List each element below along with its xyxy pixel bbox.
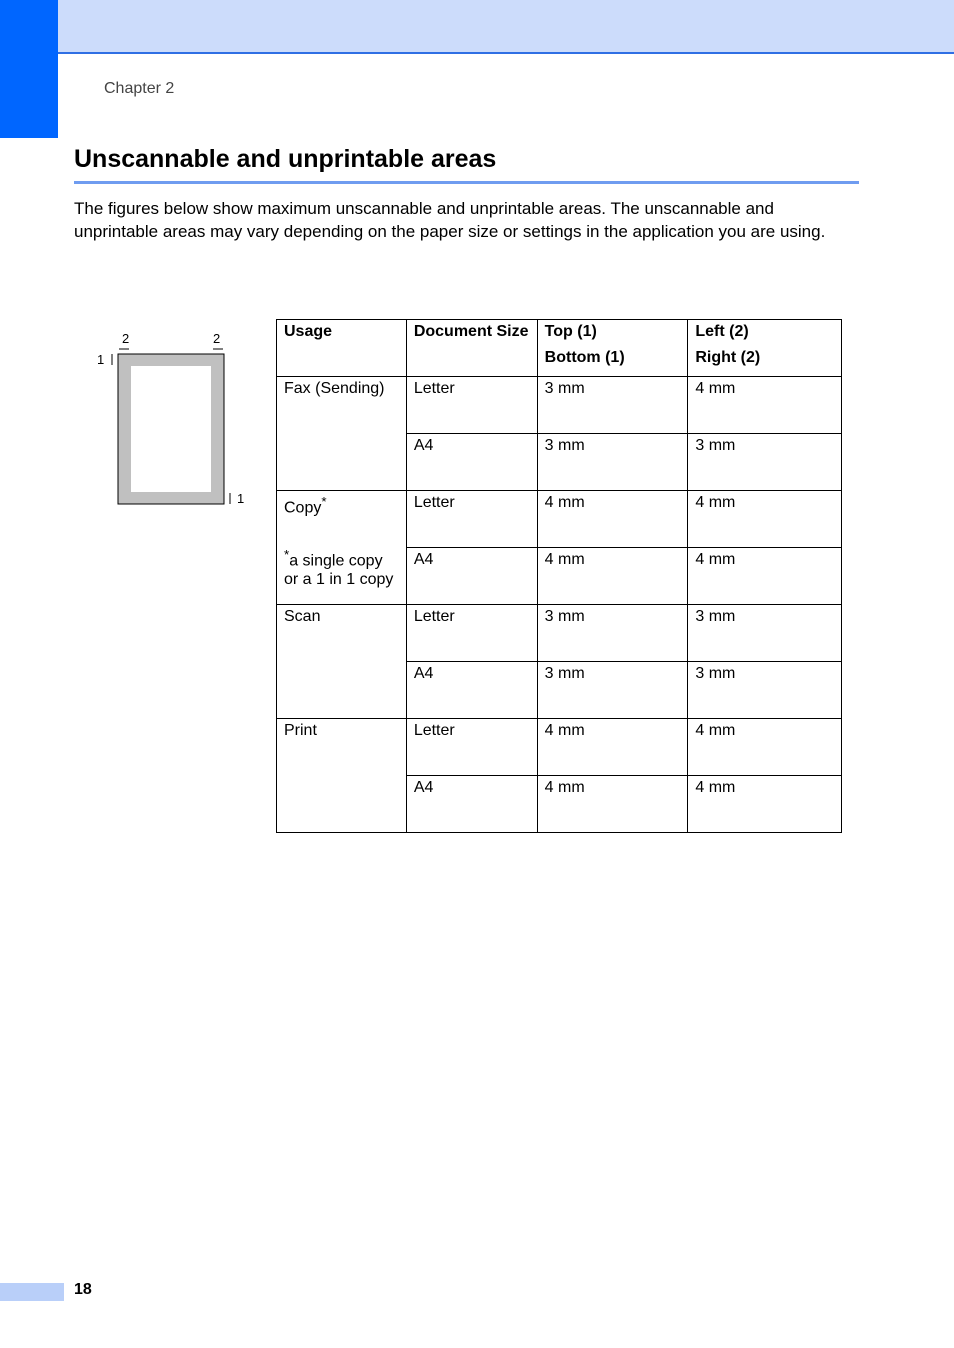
- left-cell: 4 mm: [688, 719, 842, 776]
- top-cell: 4 mm: [537, 719, 688, 776]
- intro-paragraph: The figures below show maximum unscannable and unprintable areas. The unscannable and unprintable areas may vary depending on the paper size or settings in the application you are using.: [74, 199, 826, 241]
- usage-cell: Print: [277, 719, 407, 833]
- top-cell: 3 mm: [537, 377, 688, 434]
- top-cell: 3 mm: [537, 605, 688, 662]
- left-cell: 4 mm: [688, 776, 842, 833]
- left-cell: 3 mm: [688, 605, 842, 662]
- printable-area: [131, 366, 211, 492]
- usage-cell: Fax (Sending): [277, 377, 407, 491]
- note-text: a single copy or a 1 in 1 copy: [284, 552, 394, 588]
- usage-note: [284, 547, 399, 588]
- table-row: [277, 491, 842, 548]
- left-cell: 3 mm: [688, 662, 842, 719]
- left-cell: 4 mm: [688, 548, 842, 605]
- size-cell: Letter: [406, 605, 537, 662]
- header-band: [0, 0, 954, 54]
- footnote-mark: *: [321, 494, 327, 509]
- label-bottom-right: 1: [237, 491, 245, 506]
- size-cell: Letter: [406, 377, 537, 434]
- note-mark: *: [284, 547, 290, 563]
- top-cell: 4 mm: [537, 491, 688, 548]
- size-cell: Letter: [406, 719, 537, 776]
- header-left: Left (2): [695, 323, 749, 340]
- top-cell: 4 mm: [537, 548, 688, 605]
- usage-cell: Scan: [277, 605, 407, 719]
- header-bottom: Bottom (1): [544, 349, 625, 366]
- header-left-right: [688, 320, 842, 377]
- chapter-tab: [0, 0, 58, 138]
- table-row: [277, 377, 842, 434]
- usage-cell: [277, 491, 407, 605]
- left-cell: 4 mm: [688, 491, 842, 548]
- section-title: Unscannable and unprintable areas: [74, 145, 497, 173]
- label-top-right: 2: [213, 331, 221, 346]
- header-top-bottom: [537, 320, 688, 377]
- label-top-left: 2: [122, 331, 130, 346]
- page-number: 18: [74, 1281, 92, 1298]
- header-document-size: Document Size: [406, 320, 537, 377]
- chapter-label: Chapter 2: [104, 80, 175, 97]
- top-cell: 3 mm: [537, 434, 688, 491]
- left-cell: 4 mm: [688, 377, 842, 434]
- top-cell: 3 mm: [537, 662, 688, 719]
- table-row: [277, 719, 842, 776]
- header-usage: Usage: [277, 320, 407, 377]
- page-number-tab: [0, 1283, 64, 1301]
- usage-label: Copy: [284, 499, 322, 517]
- left-cell: 3 mm: [688, 434, 842, 491]
- top-cell: 4 mm: [537, 776, 688, 833]
- margins-table: [276, 319, 842, 833]
- label-left: 1: [97, 352, 105, 367]
- table-row: [277, 605, 842, 662]
- header-top: Top (1): [544, 323, 597, 340]
- size-cell: A4: [406, 662, 537, 719]
- margin-diagram: [90, 328, 260, 513]
- size-cell: A4: [406, 548, 537, 605]
- header-right: Right (2): [695, 349, 761, 366]
- size-cell: Letter: [406, 491, 537, 548]
- size-cell: A4: [406, 776, 537, 833]
- margin-diagram-graphic: [90, 328, 260, 513]
- title-rule: [74, 181, 859, 184]
- size-cell: A4: [406, 434, 537, 491]
- table-header-row: [277, 320, 842, 377]
